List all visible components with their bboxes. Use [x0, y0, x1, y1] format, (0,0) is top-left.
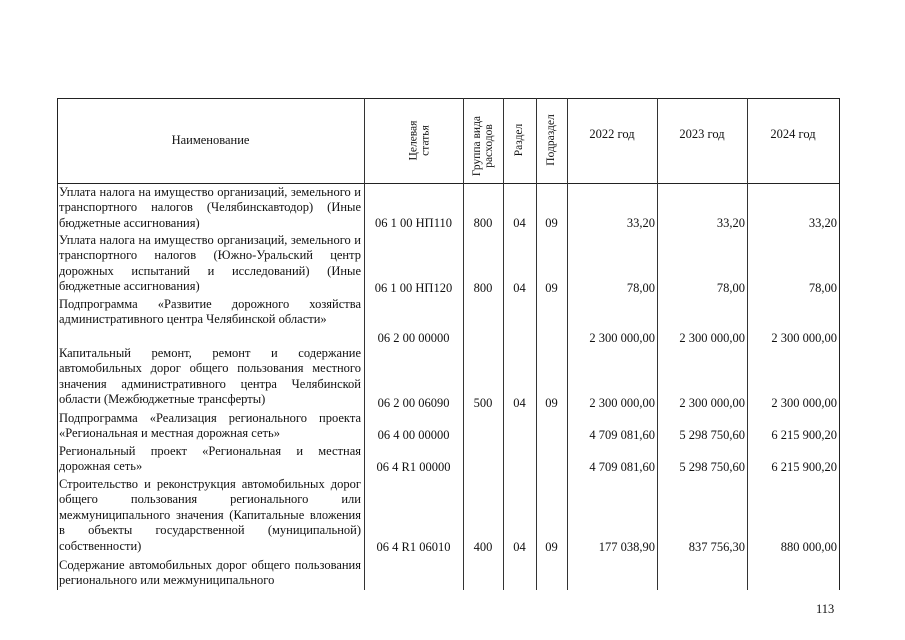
row-section: 04 — [513, 396, 526, 410]
row-group: 500 — [473, 396, 493, 410]
row-value-2022: 2 300 000,00 — [589, 396, 655, 410]
col-border — [503, 98, 504, 590]
row-value-2022: 177 038,90 — [598, 540, 655, 554]
header-2024: 2024 год — [770, 126, 816, 141]
row-code: 06 1 00 НП120 — [374, 281, 453, 295]
row-subsection: 09 — [545, 216, 558, 230]
budget-table — [57, 98, 840, 590]
row-value-2023: 78,00 — [716, 281, 745, 295]
row-name: Капитальный ремонт, ремонт и содержание автомобильных дорог общего пользования местного значения административного центра Челябинской области (Межбюджетные трансферты) — [59, 346, 361, 407]
row-code: 06 4 R1 00000 — [376, 460, 451, 474]
col-border — [839, 98, 840, 590]
header-bottom-border — [57, 183, 840, 184]
row-value-2024: 6 215 900,20 — [771, 428, 837, 442]
row-code: 06 1 00 НП110 — [375, 216, 452, 230]
row-value-2024: 6 215 900,20 — [771, 460, 837, 474]
header-2023: 2023 год — [679, 126, 725, 141]
row-value-2023: 837 756,30 — [688, 540, 745, 554]
row-value-2022: 4 709 081,60 — [589, 428, 655, 442]
row-value-2023: 5 298 750,60 — [679, 428, 745, 442]
header-group: Группа вида расходов — [471, 115, 495, 177]
header-subsection: Подраздел — [545, 114, 557, 166]
row-code: 06 2 00 00000 — [377, 331, 450, 345]
header-section: Раздел — [513, 123, 525, 157]
row-section: 04 — [513, 281, 526, 295]
row-value-2023: 33,20 — [716, 216, 745, 230]
col-border — [463, 98, 464, 590]
row-value-2022: 33,20 — [626, 216, 655, 230]
row-code: 06 4 00 00000 — [377, 428, 450, 442]
row-group: 400 — [473, 540, 493, 554]
row-value-2024: 2 300 000,00 — [771, 331, 837, 345]
row-value-2023: 2 300 000,00 — [679, 331, 745, 345]
row-code: 06 2 00 06090 — [377, 396, 450, 410]
row-section: 04 — [513, 540, 526, 554]
row-value-2022: 4 709 081,60 — [589, 460, 655, 474]
row-value-2024: 33,20 — [808, 216, 837, 230]
header-name: Наименование — [171, 133, 250, 147]
row-value-2022: 2 300 000,00 — [589, 331, 655, 345]
row-value-2022: 78,00 — [626, 281, 655, 295]
row-name: Подпрограмма «Реализация регионального проекта «Региональная и местная дорожная сеть» — [59, 411, 361, 441]
row-section: 04 — [513, 216, 526, 230]
row-name: Региональный проект «Региональная и местная дорожная сеть» — [59, 444, 361, 474]
row-subsection: 09 — [545, 540, 558, 554]
col-border — [536, 98, 537, 590]
header-2022: 2022 год — [589, 126, 635, 141]
row-value-2024: 880 000,00 — [780, 540, 837, 554]
row-name: Уплата налога на имущество организаций, земельного и транспортного налогов (Челябинскавтодор) (Иные бюджетные ассигнования) — [59, 185, 361, 230]
page-number: 113 — [816, 602, 835, 616]
header-target: Целевая статья — [407, 120, 432, 161]
row-value-2023: 2 300 000,00 — [679, 396, 745, 410]
row-code: 06 4 R1 06010 — [376, 540, 451, 554]
row-subsection: 09 — [545, 396, 558, 410]
row-group: 800 — [473, 281, 493, 295]
row-name: Строительство и реконструкция автомобильных дорог общего пользования регионального или межмуниципального значения (Капитальные вложения в объекты государственной (муниципальной) собственности) — [59, 477, 361, 553]
row-value-2024: 2 300 000,00 — [771, 396, 837, 410]
row-value-2023: 5 298 750,60 — [679, 460, 745, 474]
row-group: 800 — [473, 216, 493, 230]
row-name: Подпрограмма «Развитие дорожного хозяйства административного центра Челябинской области» — [59, 297, 361, 327]
row-subsection: 09 — [545, 281, 558, 295]
row-name: Содержание автомобильных дорог общего пользования регионального или межмуниципального — [59, 558, 361, 588]
row-value-2024: 78,00 — [808, 281, 837, 295]
row-name: Уплата налога на имущество организаций, земельного и транспортного налогов (Южно-Уральский центр дорожных испытаний и исследований) (Иные бюджетные ассигнования) — [59, 233, 361, 294]
